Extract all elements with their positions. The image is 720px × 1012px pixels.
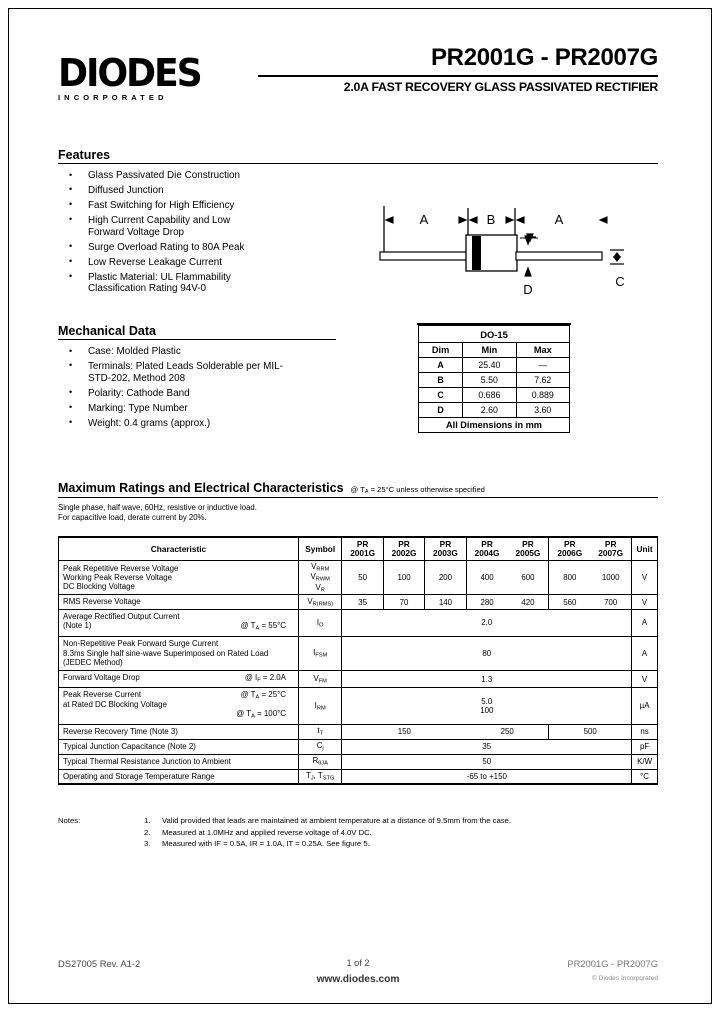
list-item <box>58 388 336 400</box>
symbol-line: $V_{RRM}$ <box>311 562 330 573</box>
mechanical-list <box>58 346 336 429</box>
package-outline-diagram <box>372 196 638 306</box>
mechanical-heading: Mechanical Data <box>58 324 156 338</box>
characteristic-line <box>63 621 294 630</box>
unit-cell: pF <box>632 739 658 754</box>
mechanical-label: Weight: 0.4 grams (approx.) <box>88 417 211 429</box>
characteristic-cell: Reverse Recovery Time (Note 3) <box>59 724 299 739</box>
symbol-cell: $C_j$ <box>298 739 342 754</box>
list-item <box>58 170 358 182</box>
col-header-pr2001g: PR 2001G <box>342 537 383 561</box>
list-item <box>58 346 336 358</box>
symbol-cell <box>298 561 342 595</box>
unit-cell: V <box>632 561 658 595</box>
value-cell-merged: 1.3 <box>342 670 632 688</box>
unit-cell: µA <box>632 688 658 724</box>
characteristic-subline: at Rated DC Blocking Voltage <box>63 699 167 709</box>
symbol-cell: $T_J$, $T_{STG}$ <box>298 769 342 784</box>
characteristic-line: 8.3ms Single half sine-wave Superimposed on Rated Load <box>63 648 269 658</box>
title-block <box>258 44 658 95</box>
symbol-cell: $V_{FM}$ <box>298 670 342 688</box>
characteristic-cell: Operating and Storage Temperature Range <box>59 769 299 784</box>
feature-label: Glass Passivated Die Construction <box>88 170 241 181</box>
dim-cell: D <box>419 403 463 418</box>
table-row <box>59 754 658 769</box>
col-header-symbol: Symbol <box>298 537 342 561</box>
mechanical-label: Marking: Type Number <box>88 402 188 414</box>
ratings-note-line2: For capacitive load, derate current by 20%. <box>58 512 207 522</box>
min-cell: 25.40 <box>463 358 516 373</box>
col-header-characteristic: Characteristic <box>59 537 299 561</box>
symbol-cell: $V_{R(RMS)}$ <box>298 595 342 610</box>
page-subtitle: 2.0A FAST RECOVERY GLASS PASSIVATED RECTIFIER <box>343 80 658 94</box>
unit-cell: A <box>632 636 658 670</box>
mechanical-label: Case: Molded Plastic <box>88 346 181 357</box>
characteristic-line: Working Peak Reverse Voltage <box>63 572 173 582</box>
feature-label: High Current Capability and Low Forward Voltage Drop <box>88 214 231 238</box>
characteristic-line: DC Blocking Voltage <box>63 582 135 592</box>
value-cell: 420 <box>508 595 549 610</box>
value-cell-merged: 50 <box>342 754 632 769</box>
feature-label: Fast Switching for High Efficiency <box>88 199 235 211</box>
value-cell: 800 <box>549 561 590 595</box>
features-list <box>58 170 358 295</box>
ratings-divider <box>58 497 658 498</box>
value-cell: 140 <box>425 595 466 610</box>
table-row <box>419 418 570 433</box>
symbol-cell: $I_O$ <box>298 610 342 637</box>
value-line: 5.0 <box>481 696 493 706</box>
ratings-note-line1: Single phase, half wave, 60Hz, resistive or inductive load. <box>58 503 257 512</box>
symbol-cell: $I_{FSM}$ <box>298 636 342 670</box>
value-cell-group: 150 <box>342 724 466 739</box>
svg-text:B: B <box>486 212 496 227</box>
website-link[interactable]: www.diodes.com <box>316 974 400 985</box>
electrical-characteristics-table <box>58 536 658 785</box>
do15-package-svg <box>372 196 638 306</box>
table-row <box>419 403 570 418</box>
characteristic-cell <box>59 561 299 595</box>
symbol-cell: $I_{RM}$ <box>298 688 342 724</box>
table-row <box>59 610 658 637</box>
notes-label: Notes: <box>58 816 81 825</box>
list-item <box>58 200 358 212</box>
list-item <box>58 215 263 238</box>
note-text: Valid provided that leads are maintained at ambient temperature at a distance of 9.5mm from the case. <box>162 816 511 825</box>
max-cell: — <box>516 358 569 373</box>
svg-text:A: A <box>419 212 429 227</box>
characteristic-cell: Typical Junction Capacitance (Note 2) <box>59 739 299 754</box>
col-header-pr2003g: PR 2003G <box>425 537 466 561</box>
value-cell: 50 <box>342 561 383 595</box>
value-cell: 700 <box>590 595 631 610</box>
features-divider <box>58 163 658 164</box>
characteristic-cell <box>59 670 299 688</box>
table-row <box>419 343 570 358</box>
value-line: 100 <box>480 705 494 715</box>
characteristic-cell: Typical Thermal Resistance Junction to Ambient <box>59 754 299 769</box>
condition-label: @ $I_F = 2.0A$ <box>244 672 286 684</box>
symbol-cell: $R_{\theta JA}$ <box>298 754 342 769</box>
dim-cell: A <box>419 358 463 373</box>
characteristic-cell <box>59 610 299 637</box>
unit-cell: V <box>632 595 658 610</box>
footer-part-range: PR2001G - PR2007G <box>567 958 658 969</box>
note-text: Measured at 1.0MHz and applied reverse voltage of 4.0V DC. <box>162 827 372 837</box>
list-item <box>58 403 336 415</box>
table-row <box>59 636 658 670</box>
page-number: 1 of 2 <box>346 958 370 968</box>
value-cell: 600 <box>508 561 549 595</box>
characteristic-cell: RMS Reverse Voltage <box>59 595 299 610</box>
unit-cell: V <box>632 670 658 688</box>
ratings-load-note <box>58 503 257 522</box>
feature-label: Low Reverse Leakage Current <box>88 256 222 268</box>
dim-cell: B <box>419 373 463 388</box>
features-heading: Features <box>58 148 111 162</box>
value-cell: 35 <box>342 595 383 610</box>
dim-units-note: All Dimensions in mm <box>419 418 570 433</box>
condition-label: @ $T_A = 25^\circ C$ <box>240 690 286 701</box>
characteristic-subline: (Note 1) <box>63 621 92 631</box>
dim-cell: C <box>419 388 463 403</box>
table-row <box>59 670 658 688</box>
package-dimensions-table <box>418 325 570 433</box>
characteristic-cell <box>59 636 299 670</box>
symbol-cell: $t_T$ <box>298 724 342 739</box>
package-name-cell: DO-15 <box>419 326 570 343</box>
svg-text:A: A <box>554 212 564 227</box>
min-col-header: Min <box>463 343 516 358</box>
note-number: 2. <box>144 827 151 837</box>
table-row <box>419 388 570 403</box>
value-cell-merged: 35 <box>342 739 632 754</box>
list-item <box>144 815 658 827</box>
value-cell-merged: 2.0 <box>342 610 632 637</box>
feature-label: Surge Overload Rating to 80A Peak <box>88 241 245 253</box>
characteristic-subline: Peak Reverse Current <box>63 690 142 700</box>
table-header-row <box>59 537 658 561</box>
characteristic-line <box>63 690 294 699</box>
characteristic-line: Peak Repetitive Reverse Voltage <box>63 563 179 573</box>
ratings-section-header <box>58 481 658 498</box>
characteristic-subline: Forward Voltage Drop <box>63 672 140 682</box>
list-item <box>144 827 658 839</box>
value-cell: 280 <box>466 595 507 610</box>
copyright-notice: © Diodes Incorporated <box>591 975 658 982</box>
characteristic-line: Non-Repetitive Peak Forward Surge Current <box>63 639 219 649</box>
value-cell-merged <box>342 688 632 724</box>
value-cell: 100 <box>383 561 424 595</box>
value-cell: 560 <box>549 595 590 610</box>
diodes-logo <box>58 51 248 102</box>
col-header-pr2002g: PR 2002G <box>383 537 424 561</box>
value-cell: 1000 <box>590 561 631 595</box>
characteristic-line: (JEDEC Method) <box>63 657 123 667</box>
value-cell-merged: -65 to +150 <box>342 769 632 784</box>
condition-label: @ $T_A = 55^\circ C$ <box>240 621 286 632</box>
unit-cell: A <box>632 610 658 637</box>
notes-section <box>58 815 658 850</box>
col-header-pr2005g: PR 2005G <box>508 537 549 561</box>
value-cell: 400 <box>466 561 507 595</box>
page-header <box>58 44 658 116</box>
table-row <box>59 724 658 739</box>
table-row <box>59 739 658 754</box>
unit-cell: °C <box>632 769 658 784</box>
list-item <box>58 185 358 197</box>
note-number: 3. <box>144 839 151 849</box>
value-cell: 200 <box>425 561 466 595</box>
logo-tagline: INCORPORATED <box>58 93 168 102</box>
max-cell: 0.889 <box>516 388 569 403</box>
list-item <box>58 257 358 269</box>
dim-col-header: Dim <box>419 343 463 358</box>
svg-text:C: C <box>615 274 625 289</box>
max-col-header: Max <box>516 343 569 358</box>
note-text: Measured with IF = 0.5A, IR = 1.0A, IT = 0.25A. See figure 5. <box>162 839 370 849</box>
ratings-condition: @ $T_A = 25^\circ C$ unless otherwise specified <box>350 485 485 496</box>
min-cell: 5.50 <box>463 373 516 388</box>
value-cell-group: 500 <box>549 724 632 739</box>
characteristic-cell <box>59 688 299 724</box>
condition-label: @ $T_A = 100^\circ C$ <box>236 708 286 720</box>
title-divider <box>258 75 658 77</box>
list-item <box>58 272 248 295</box>
list-item <box>58 242 358 254</box>
table-row <box>419 373 570 388</box>
col-header-pr2007g: PR 2007G <box>590 537 631 561</box>
max-cell: 3.60 <box>516 403 569 418</box>
symbol-line: $V_R$ <box>315 582 325 593</box>
symbol-line: $V_{RWM}$ <box>310 572 330 583</box>
unit-cell: ns <box>632 724 658 739</box>
col-header-pr2006g: PR 2006G <box>549 537 590 561</box>
notes-list <box>144 815 658 850</box>
mechanical-divider <box>58 339 336 340</box>
logo-wordmark: DIODES <box>58 51 201 95</box>
value-cell: 70 <box>383 595 424 610</box>
list-item <box>58 361 303 384</box>
table-row <box>419 358 570 373</box>
page-title: PR2001G - PR2007G <box>430 44 658 71</box>
mechanical-data-section <box>58 324 336 433</box>
feature-label: Diffused Junction <box>88 184 164 196</box>
col-header-unit: Unit <box>632 537 658 561</box>
ratings-heading: Maximum Ratings and Electrical Characteristics <box>58 481 344 495</box>
characteristic-line: Average Rectified Output Current <box>63 612 180 621</box>
value-cell-merged: 80 <box>342 636 632 670</box>
table-row <box>59 688 658 724</box>
table-row <box>59 561 658 595</box>
mechanical-label: Terminals: Plated Leads Solderable per MIL-STD-202, Method 208 <box>88 360 283 384</box>
min-cell: 0.686 <box>463 388 516 403</box>
characteristic-line <box>63 673 294 682</box>
list-item <box>58 418 336 430</box>
table-row <box>419 326 570 343</box>
document-id: DS27005 Rev. A1-2 <box>58 958 141 969</box>
value-cell-group: 250 <box>466 724 549 739</box>
list-item <box>144 838 658 850</box>
unit-cell: K/W <box>632 754 658 769</box>
feature-label: Plastic Material: UL Flammability Classification Rating 94V-0 <box>88 271 231 295</box>
min-cell: 2.60 <box>463 403 516 418</box>
note-number: 1. <box>144 816 151 825</box>
col-header-pr2004g: PR 2004G <box>466 537 507 561</box>
max-cell: 7.62 <box>516 373 569 388</box>
table-row <box>59 595 658 610</box>
mechanical-label: Polarity: Cathode Band <box>88 387 190 399</box>
characteristic-line <box>63 699 294 720</box>
table-row <box>59 769 658 784</box>
svg-text:D: D <box>523 282 533 297</box>
